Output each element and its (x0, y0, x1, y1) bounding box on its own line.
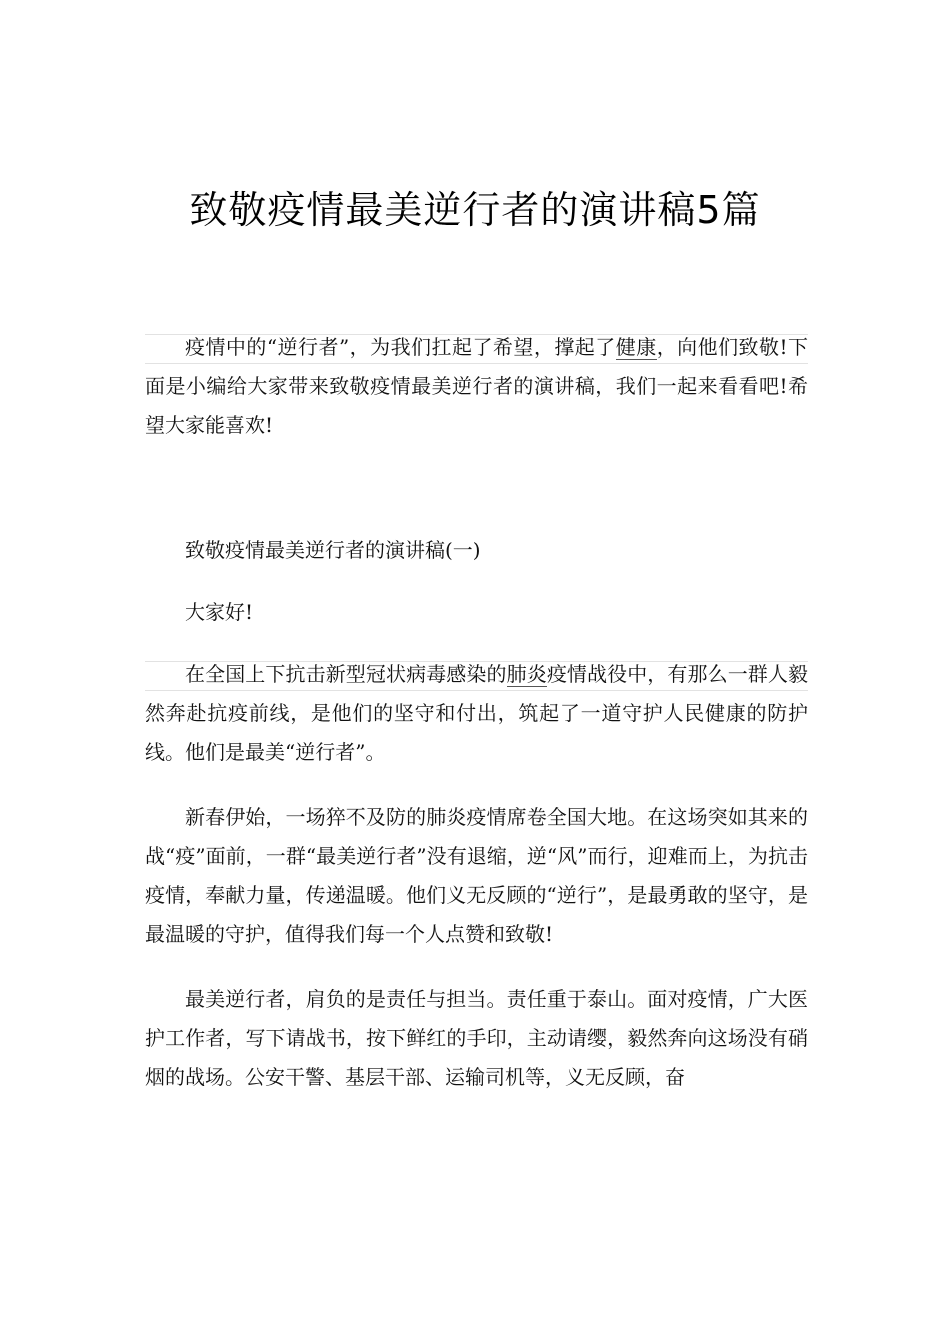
intro-paragraph (145, 328, 808, 445)
document-body (145, 328, 808, 1097)
paragraph-2: 新春伊始，一场猝不及防的肺炎疫情席卷全国大地。在这场突如其来的战“疫”面前，一群“最美逆行者”没有退缩，逆“风”而行，迎难而上，为抗击疫情，奉献力量，传递温暖。他们义无反顾的“逆行”，是最勇敢的坚守，是最温暖的守护，值得我们每一个人点赞和致敬! (145, 805, 808, 946)
line-rule (145, 363, 808, 364)
pneumonia-link[interactable]: 肺炎 (506, 662, 547, 686)
paragraph-1 (145, 655, 808, 772)
line-rule (145, 690, 808, 691)
greeting: 大家好! (185, 600, 254, 624)
section-heading: 致敬疫情最美逆行者的演讲稿(一) (185, 538, 481, 562)
line-rule (145, 334, 808, 335)
intro-text-start: 疫情中的“逆行者”，为我们扛起了希望，撑起了 (185, 335, 616, 359)
paragraph-1-text-start: 在全国上下抗击新型冠状病毒感染的 (185, 662, 507, 686)
paragraph-1-text-end: 疫情战役中，有那么一群人毅然奔赴抗疫前线，是他们的坚守和付出，筑起了一道守护人民健康的防护线。他们是最美“逆行者”。 (145, 662, 809, 764)
line-rule (145, 661, 808, 662)
document-title: 致敬疫情最美逆行者的演讲稿5篇 (189, 188, 761, 232)
paragraph-3: 最美逆行者，肩负的是责任与担当。责任重于泰山。面对疫情，广大医护工作者，写下请战书，按下鲜红的手印，主动请缨，毅然奔向这场没有硝烟的战场。公安干警、基层干部、运输司机等，义无反顾，奋 (145, 987, 808, 1089)
health-link[interactable]: 健康 (615, 335, 657, 359)
intro-text-end: ，向他们致敬!下面是小编给大家带来致敬疫情最美逆行者的演讲稿，我们一起来看看吧!希望大家能喜欢! (145, 335, 808, 437)
